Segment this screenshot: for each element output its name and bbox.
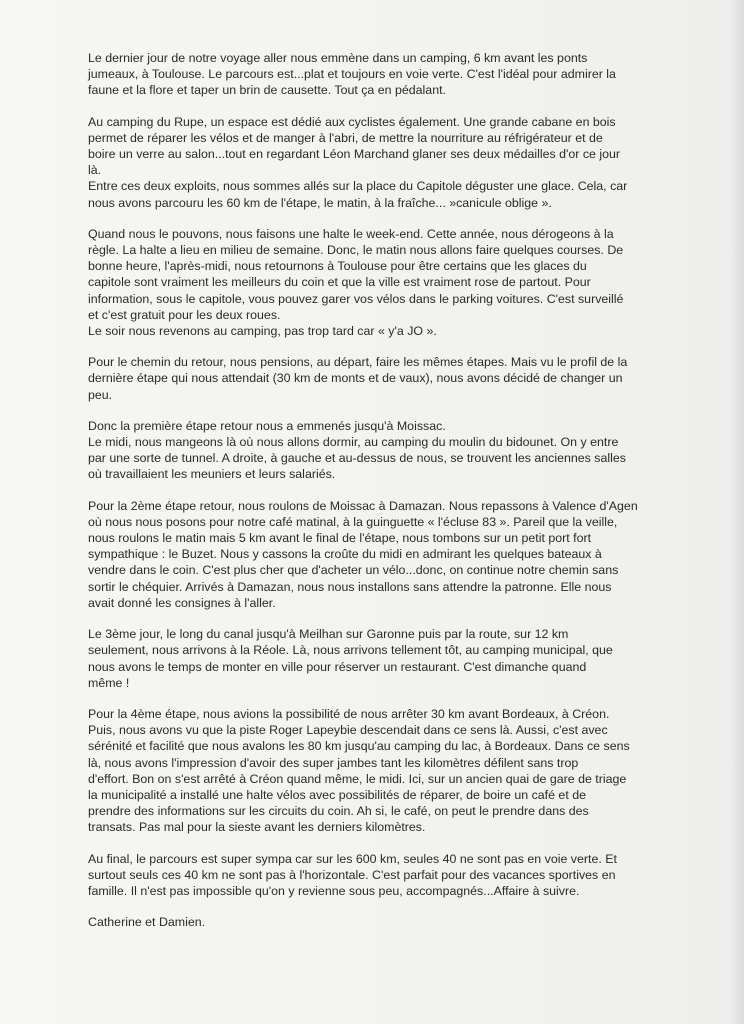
text-line: bonne heure, l'après-midi, nous retournons à Toulouse pour être certains que les glaces du bbox=[88, 259, 587, 274]
text-line: famille. Il n'est pas impossible qu'on y revienne sous peu, accompagnés...Affaire à suivre. bbox=[88, 883, 580, 898]
text-line: où nous nous posons pour notre café matinal, à la guinguette « l'écluse 83 ». Pareil que la veille, bbox=[88, 514, 618, 529]
paragraph bbox=[88, 498, 688, 611]
paragraph bbox=[88, 354, 688, 403]
paragraph bbox=[88, 914, 688, 930]
paragraph bbox=[88, 50, 688, 99]
text-line: nous avons parcouru les 60 km de l'étape, le matin, à la fraîche... »canicule oblige ». bbox=[88, 195, 552, 210]
text-line: surtout seuls ces 40 km ne sont pas à l'horizontale. C'est parfait pour des vacances sportives en bbox=[88, 867, 616, 882]
text-line: dernière étape qui nous attendait (30 km de monts et de vaux), nous avons décidé de changer un bbox=[88, 371, 623, 386]
text-line: Pour le chemin du retour, nous pensions, au départ, faire les mêmes étapes. Mais vu le profil de la bbox=[88, 355, 628, 370]
page-edge-shadow bbox=[730, 0, 744, 1024]
text-line: avait donné les consignes à l'aller. bbox=[88, 595, 276, 610]
paragraph bbox=[88, 114, 688, 211]
text-line: vendre dans le coin. C'est plus cher que d'acheter un vélo...donc, on continue notre chemin sans bbox=[88, 563, 619, 578]
text-line: la municipalité a installé une halte vélos avec possibilités de réparer, de boire un café et de bbox=[88, 787, 586, 802]
text-line: Pour la 2ème étape retour, nous roulons de Moissac à Damazan. Nous repassons à Valence d'Agen bbox=[88, 498, 638, 513]
document-body bbox=[88, 50, 688, 945]
text-line: Le 3ème jour, le long du canal jusqu'à Meilhan sur Garonne puis par la route, sur 12 km bbox=[88, 627, 569, 642]
text-line: Le soir nous revenons au camping, pas trop tard car « y'a JO ». bbox=[88, 324, 437, 339]
text-line: boire un verre au salon...tout en regardant Léon Marchand glaner ses deux médailles d'or ce jour bbox=[88, 147, 621, 162]
text-line: capitole sont vraiment les meilleurs du coin et que la ville est vraiment rose de partout. Pour bbox=[88, 275, 591, 290]
text-line: prendre des informations sur les circuits du coin. Ah si, le café, on peut le prendre dans des bbox=[88, 804, 589, 819]
text-line: Le dernier jour de notre voyage aller nous emmène dans un camping, 6 km avant les ponts bbox=[88, 51, 588, 65]
text-line: jumeaux, à Toulouse. Le parcours est...plat et toujours en voie verte. C'est l'idéal pour admirer la bbox=[88, 67, 616, 82]
text-line: Pour la 4ème étape, nous avions la possibilité de nous arrêter 30 km avant Bordeaux, à Créon. bbox=[88, 706, 610, 721]
text-line: information, sous le capitole, vous pouvez garer vos vélos dans le parking voitures. C'est surveillé bbox=[88, 291, 624, 306]
text-line: sérénité et facilité que nous avalons les 80 km jusqu'au camping du lac, à Bordeaux. Dans ce sens bbox=[88, 739, 630, 754]
text-line: sortir le chéquier. Arrivés à Damazan, nous nous installons sans attendre la patronne. Elle nous bbox=[88, 579, 612, 594]
text-line: transats. Pas mal pour la sieste avant les derniers kilomètres. bbox=[88, 820, 426, 835]
text-line: Entre ces deux exploits, nous sommes allés sur la place du Capitole déguster une glace. Cela, car bbox=[88, 179, 628, 194]
text-line: Catherine et Damien. bbox=[88, 915, 206, 930]
text-line: faune et la flore et taper un brin de causette. Tout ça en pédalant. bbox=[88, 83, 446, 98]
paragraph bbox=[88, 851, 688, 900]
text-line: là, nous avons l'impression d'avoir des super jambes tant les kilomètres défilent sans trop bbox=[88, 755, 579, 770]
text-line: d'effort. Bon on s'est arrêté à Créon quand même, le midi. Ici, sur un ancien quai de gare de triage bbox=[88, 771, 627, 786]
text-line: nous roulons le matin mais 5 km avant le final de l'étape, nous tombons sur un petit port fort bbox=[88, 531, 592, 546]
text-line: là. bbox=[88, 163, 102, 178]
text-line: peu. bbox=[88, 387, 113, 402]
paragraph bbox=[88, 226, 688, 339]
paragraph bbox=[88, 626, 688, 691]
text-line: Quand nous le pouvons, nous faisons une halte le week-end. Cette année, nous dérogeons à la bbox=[88, 226, 614, 241]
paragraph bbox=[88, 418, 688, 483]
text-line: Au camping du Rupe, un espace est dédié aux cyclistes également. Une grande cabane en bois bbox=[88, 114, 616, 129]
text-line: par une sorte de tunnel. A droite, à gauche et au-dessus de nous, se trouvent les anciennes salles bbox=[88, 451, 626, 466]
text-line: Le midi, nous mangeons là où nous allons dormir, au camping du moulin du bidounet. On y entre bbox=[88, 435, 619, 450]
text-line: Au final, le parcours est super sympa car sur les 600 km, seules 40 ne sont pas en voie verte. Et bbox=[88, 851, 617, 866]
text-line: nous avons le temps de monter en ville pour réserver un restaurant. C'est dimanche quand bbox=[88, 659, 587, 674]
text-line: et c'est gratuit pour les deux roues. bbox=[88, 307, 281, 322]
text-line: Donc la première étape retour nous a emmenés jusqu'à Moissac. bbox=[88, 418, 446, 433]
text-line: même ! bbox=[88, 675, 130, 690]
text-line: où travaillaient les meuniers et leurs salariés. bbox=[88, 467, 336, 482]
text-line: seulement, nous arrivons à la Réole. Là, nous arrivons tellement tôt, au camping municipal, que bbox=[88, 643, 613, 658]
text-line: permet de réparer les vélos et de manger à l'abri, de mettre la nourriture au réfrigérateur et de bbox=[88, 130, 603, 145]
paragraph bbox=[88, 706, 688, 836]
text-line: Puis, nous avons vu que la piste Roger Lapeybie descendait dans ce sens là. Aussi, c'est avec bbox=[88, 723, 608, 738]
text-line: règle. La halte a lieu en milieu de semaine. Donc, le matin nous allons faire quelques courses. De bbox=[88, 243, 624, 258]
text-line: sympathique : le Buzet. Nous y cassons la croûte du midi en admirant les quelques bateaux à bbox=[88, 547, 602, 562]
